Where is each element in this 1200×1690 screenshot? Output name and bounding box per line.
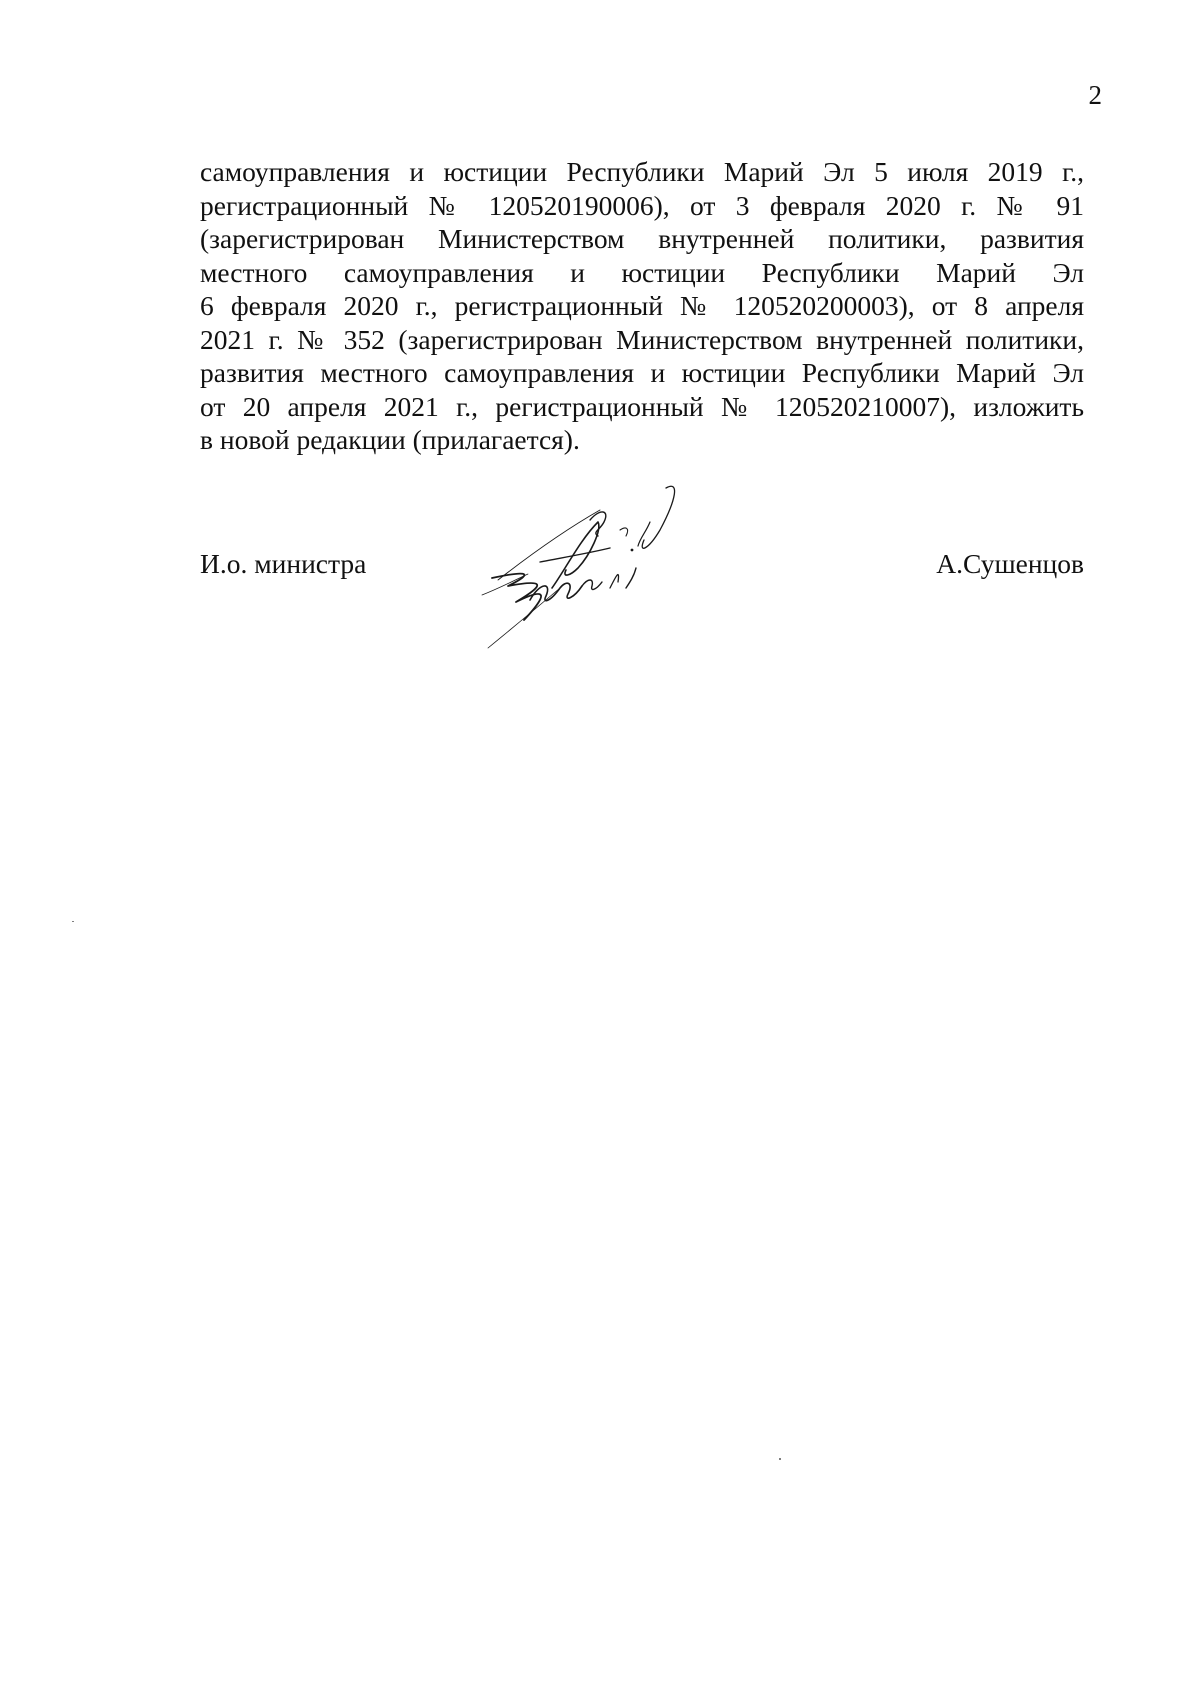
signature-block bbox=[200, 548, 1084, 588]
body-line: (зарегистрирован Министерством внутренней политики, развития bbox=[200, 223, 1084, 254]
body-line: от 20 апреля 2021 г., регистрационный № 120520210007), изложить bbox=[200, 390, 1084, 422]
body-line: регистрационный № 120520190006), от 3 февраля 2020 г. № 91 bbox=[200, 189, 1084, 221]
body-line: 2021 г. № 352 (зарегистрирован Министерством внутренней политики, bbox=[200, 323, 1084, 355]
page-number: 2 bbox=[1088, 80, 1102, 110]
body-paragraph bbox=[200, 155, 1084, 457]
body-line: самоуправления и юстиции Республики Марий Эл 5 июля 2019 г., bbox=[200, 156, 1084, 187]
body-line: развития местного самоуправления и юстиции Республики Марий Эл bbox=[200, 357, 1084, 388]
signer-position: И.о. министра bbox=[200, 548, 367, 579]
scan-speck bbox=[72, 921, 74, 922]
signer-name: А.Сушенцов bbox=[936, 548, 1084, 579]
scan-speck bbox=[779, 1458, 781, 1460]
body-line: местного самоуправления и юстиции Республики Марий Эл bbox=[200, 256, 1084, 288]
body-line: в новой редакции (прилагается). bbox=[200, 424, 580, 455]
body-line: 6 февраля 2020 г., регистрационный № 120520200003), от 8 апреля bbox=[200, 290, 1084, 321]
